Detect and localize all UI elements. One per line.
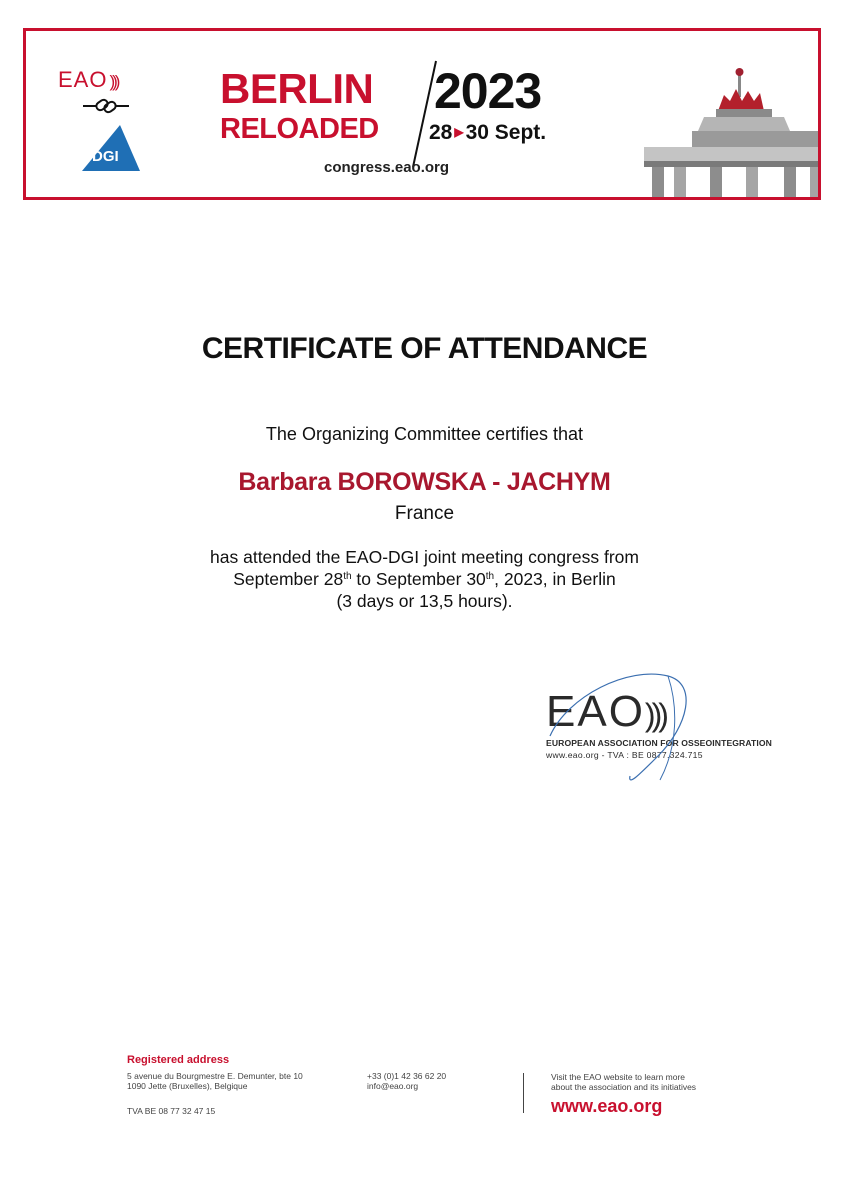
banner-dates: 28 ▶30 Sept. bbox=[429, 121, 547, 144]
banner-subtitle: RELOADED bbox=[220, 113, 379, 145]
footer-contact bbox=[367, 1071, 446, 1091]
congress-banner bbox=[23, 28, 821, 200]
footer-tva: TVA BE 08 77 32 47 15 bbox=[127, 1106, 216, 1116]
svg-text:DGI: DGI bbox=[92, 148, 119, 165]
eao-stamp bbox=[538, 666, 772, 784]
stamp-logo: EAO))) bbox=[546, 687, 665, 736]
footer-website-link[interactable]: www.eao.org bbox=[551, 1096, 663, 1116]
attendee-name: Barbara BOROWSKA - JACHYM bbox=[238, 468, 611, 496]
footer-divider bbox=[523, 1073, 524, 1113]
brandenburg-gate-image bbox=[614, 49, 821, 200]
footer-phone: +33 (0)1 42 36 62 20 bbox=[367, 1071, 447, 1081]
stamp-organization: EUROPEAN ASSOCIATION FOR OSSEOINTEGRATION bbox=[546, 738, 772, 748]
eao-logo: EAO ))) bbox=[58, 67, 118, 92]
banner-city: BERLIN bbox=[220, 65, 374, 112]
footer-heading: Registered address bbox=[127, 1054, 230, 1066]
chain-link-icon bbox=[81, 95, 131, 117]
dgi-logo bbox=[80, 123, 142, 173]
banner-year: 2023 bbox=[434, 63, 542, 119]
statement-line-2: September 28th to September 30th, 2023, in Berlin bbox=[233, 569, 616, 589]
footer-visit-text: Visit the EAO website to learn more about the association and its initiatives bbox=[551, 1072, 697, 1092]
attendance-statement bbox=[0, 546, 849, 612]
banner-url: congress.eao.org bbox=[324, 159, 450, 176]
arrow-right-icon: ▶ bbox=[454, 125, 464, 139]
stamp-web-tva: www.eao.org - TVA : BE 0877.324.715 bbox=[546, 750, 703, 760]
eao-waves-icon: ))) bbox=[109, 72, 118, 91]
footer-address: 5 avenue du Bourgmestre E. Demunter, bte 10 1090 Jette (Bruxelles), Belgique bbox=[127, 1071, 303, 1091]
certificate-title: CERTIFICATE OF ATTENDANCE bbox=[201, 332, 648, 365]
footer-email[interactable]: info@eao.org bbox=[367, 1081, 419, 1091]
statement-line-1: has attended the EAO-DGI joint meeting congress from bbox=[210, 547, 639, 567]
statement-line-3: (3 days or 13,5 hours). bbox=[336, 591, 513, 611]
signature-image bbox=[538, 666, 748, 784]
attendee-country: France bbox=[394, 503, 455, 524]
certificate-intro: The Organizing Committee certifies that bbox=[265, 424, 584, 444]
